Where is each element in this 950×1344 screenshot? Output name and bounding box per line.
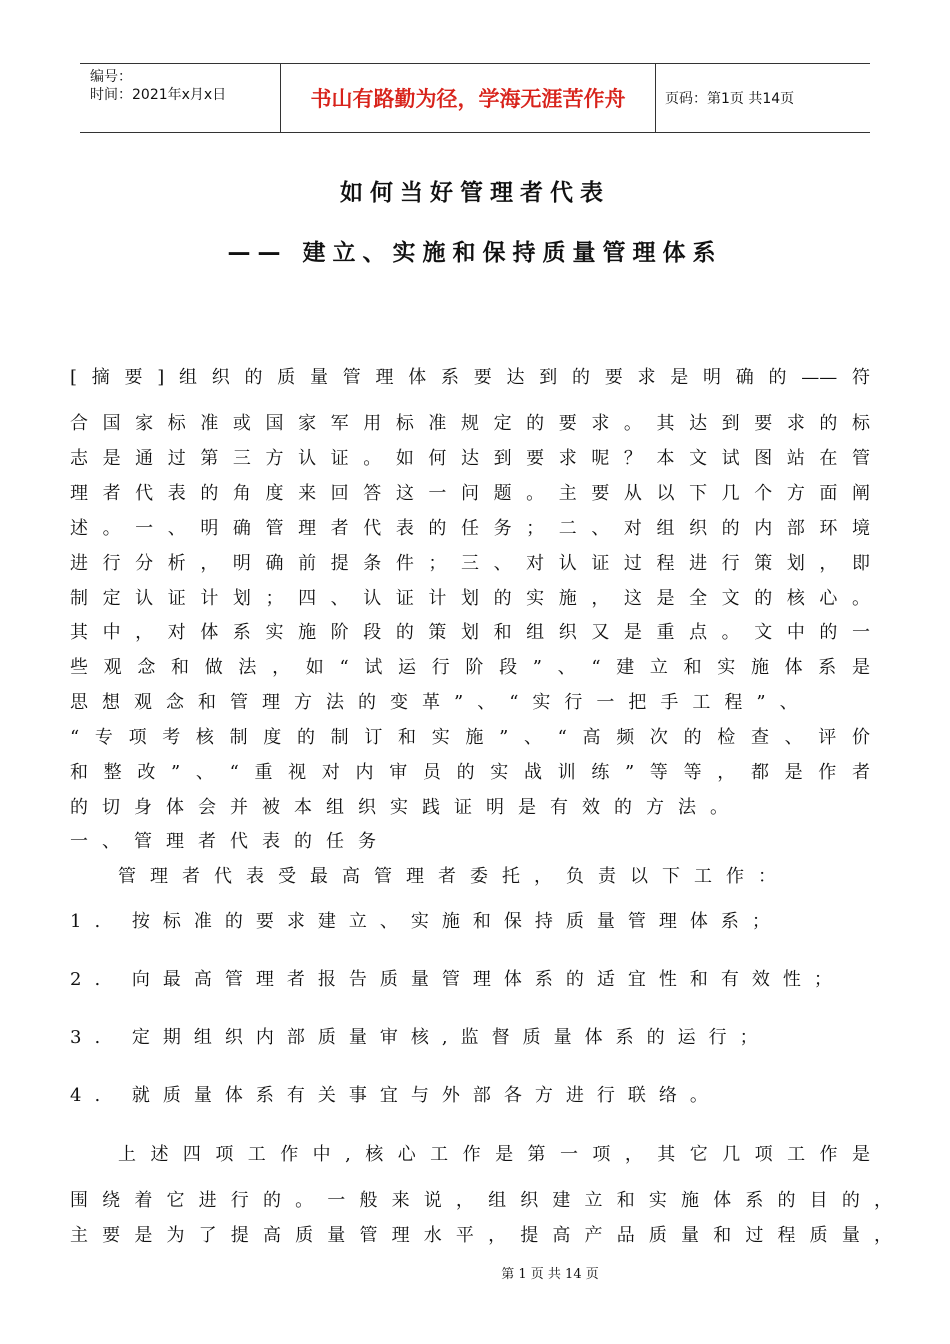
list-item: 3. 定期组织内部质量审核,监督质量体系的运行； <box>70 1027 771 1048</box>
paragraph-line: 管理者代表受最高管理者委托，负责以下工作： <box>118 866 790 887</box>
time-label: 时间：2021年x月x日 <box>90 87 227 103</box>
header-motto: 书山有路勤为径，学海无涯苦作舟 <box>310 87 626 111</box>
list-item: 1. 按标准的要求建立、实施和保持质量管理体系； <box>70 911 783 932</box>
abstract-line: 理者代表的角度来回答这一问题。主要从以下几个方面阐 <box>70 483 870 504</box>
paragraph-line: 围绕着它进行的。一般来说，组织建立和实施体系的目的， <box>70 1190 892 1211</box>
abstract-line: [摘要]组织的质量管理体系要达到的要求是明确的——符 <box>70 367 870 388</box>
page-info: 页码：第1页 共14页 <box>665 91 795 107</box>
abstract-line: 其中，对体系实施阶段的策划和组织又是重点。文中的一 <box>70 622 870 643</box>
abstract-line: “专项考核制度的制订和实施”、“高频次的检查、评价 <box>70 727 870 748</box>
abstract-line: 些观念和做法，如“试运行阶段”、“建立和实施体系是 <box>70 657 870 678</box>
document-title: 如何当好管理者代表 <box>340 180 610 206</box>
number-label: 编号： <box>90 69 132 85</box>
paragraph-line: 上述四项工作中,核心工作是第一项，其它几项工作是 <box>118 1144 870 1165</box>
abstract-line: 合国家标准或国家军用标准规定的要求。其达到要求的标 <box>70 413 870 434</box>
abstract-line: 制定认证计划；四、认证计划的实施，这是全文的核心。 <box>70 588 870 609</box>
abstract-line: 思想观念和管理方法的变革”、“实行一把手工程”、 <box>70 692 812 713</box>
footer-page-number: 第 1 页 共 14 页 <box>501 1267 599 1282</box>
abstract-line: 和整改”、“重视对内审员的实战训练”等等，都是作者 <box>70 762 870 783</box>
paragraph-line: 主要是为了提高质量管理水平，提高产品质量和过程质量， <box>70 1225 892 1246</box>
abstract-line: 的切身体会并被本组织实践证明是有效的方法。 <box>70 797 742 818</box>
header-meta <box>80 64 280 132</box>
section-heading: 一、管理者代表的任务 <box>70 831 390 852</box>
header-table <box>80 63 870 133</box>
abstract-line: 述。一、明确管理者代表的任务；二、对组织的内部环境 <box>70 518 870 539</box>
page-footer <box>0 1263 950 1282</box>
list-item: 2. 向最高管理者报告质量管理体系的适宜性和有效性； <box>70 969 845 990</box>
list-item: 4. 就质量体系有关事宜与外部各方进行联络。 <box>70 1085 721 1106</box>
abstract-line: 进行分析，明确前提条件；三、对认证过程进行策划，即 <box>70 553 870 574</box>
abstract-line: 志是通过第三方认证。如何达到要求呢？本文试图站在管 <box>70 448 870 469</box>
document-subtitle: —— 建立、实施和保持质量管理体系 <box>227 240 723 266</box>
header-divider <box>655 64 656 132</box>
